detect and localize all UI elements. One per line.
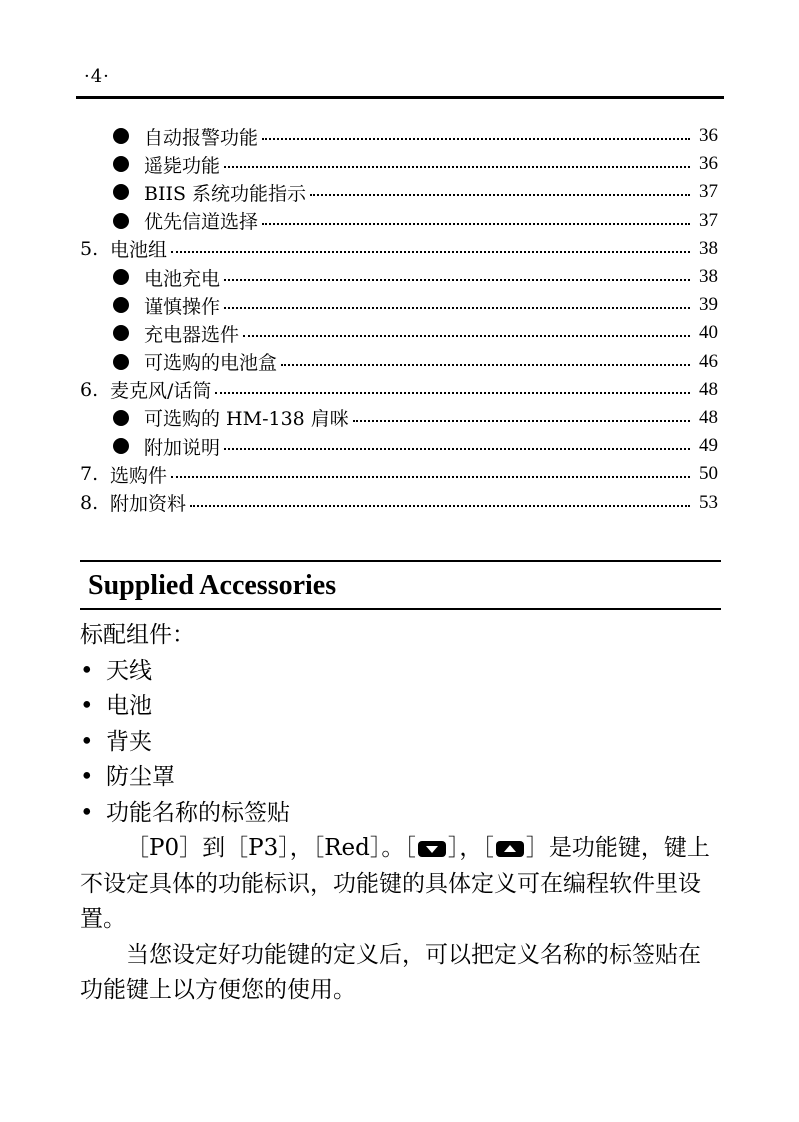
list-item-text: 防尘罩 [106, 764, 175, 790]
toc-leader-dots [224, 279, 690, 281]
toc-entry [80, 178, 718, 206]
list-item [80, 725, 721, 761]
toc-entry-title: 麦克风/话筒 [110, 380, 212, 403]
list-item [80, 689, 721, 725]
header-rule [76, 96, 724, 99]
toc-entry-title: 可选购的电池盒 [144, 352, 278, 375]
toc-leader-dots [171, 476, 690, 478]
bullet-icon [113, 213, 129, 229]
toc-entry-title: 电池充电 [144, 267, 221, 290]
toc-leader-dots [224, 307, 690, 309]
toc-entry-title: 遥毙功能 [144, 154, 221, 177]
toc-entry [80, 460, 718, 488]
list-item [80, 796, 721, 832]
bullet-icon: • [80, 799, 94, 826]
toc-entry [80, 235, 718, 263]
toc-leader-dots [353, 420, 690, 422]
toc-entry-page: 46 [699, 350, 718, 372]
toc-leader-dots [171, 251, 690, 253]
list-item-text: 背夹 [106, 728, 152, 755]
bullet-icon: • [80, 728, 94, 755]
toc-entry-title: 自动报警功能 [144, 126, 259, 149]
toc-entry-page: 50 [699, 463, 718, 485]
intro-text: 标配组件： [80, 622, 195, 648]
toc-entry [80, 122, 718, 150]
section-rule-bottom [80, 608, 721, 610]
bullet-icon: • [80, 693, 94, 719]
para1-part-b: ］，［ [447, 835, 494, 861]
toc-entry [80, 348, 718, 376]
toc-entry-title: 充电器选件 [144, 323, 240, 346]
toc-entry-number: 5. [80, 237, 99, 260]
toc-entry-page: 36 [699, 153, 718, 175]
toc-entry [80, 404, 718, 432]
bullet-icon [113, 410, 129, 426]
toc-leader-dots [190, 505, 690, 507]
list-item-text: 天线 [106, 657, 152, 684]
bullet-icon: • [80, 657, 94, 684]
toc-leader-dots [310, 194, 690, 196]
function-key-paragraph [80, 831, 721, 938]
bullet-icon [113, 354, 129, 370]
toc-entry [80, 207, 718, 235]
bullet-icon [113, 156, 129, 172]
toc-entry [80, 291, 718, 319]
toc-entry-title: 谨慎操作 [144, 295, 221, 318]
bullet-icon [113, 325, 129, 341]
toc-entry-page: 49 [699, 435, 718, 457]
list-item [80, 760, 721, 796]
toc-entry-number: 6. [80, 378, 99, 401]
toc-entry [80, 319, 718, 347]
toc-entry-page: 37 [699, 209, 718, 231]
toc-leader-dots [262, 138, 690, 140]
toc-leader-dots [224, 448, 690, 450]
section-heading: Supplied Accessories [88, 570, 337, 601]
toc-entry [80, 263, 718, 291]
up-key-icon [496, 841, 524, 857]
toc-entry-page: 48 [699, 378, 718, 400]
bullet-icon [113, 438, 129, 454]
toc-entry [80, 150, 718, 178]
toc-entry [80, 376, 718, 404]
page-number: ·4· [84, 66, 110, 87]
list-item-text: 功能名称的标签贴 [106, 799, 290, 826]
label-paragraph: 当您设定好功能键的定义后，可以把定义名称的标签贴在功能键上以方便您的使用。 [80, 941, 701, 1003]
list-item [80, 654, 721, 690]
toc-entry-page: 39 [699, 294, 718, 316]
toc-entry-page: 38 [699, 237, 718, 259]
accessory-list [80, 654, 721, 832]
toc-entry-number: 8. [80, 491, 99, 514]
bullet-icon [113, 297, 129, 313]
toc-entry [80, 488, 718, 516]
toc-entry-title: 附加说明 [144, 436, 221, 459]
toc-entry-title: BIIS 系统功能指示 [144, 182, 307, 205]
down-key-icon [418, 841, 446, 857]
toc-leader-dots [215, 392, 690, 394]
toc-entry-page: 37 [699, 181, 718, 203]
toc-leader-dots [224, 166, 690, 168]
bullet-icon [113, 184, 129, 200]
toc-entry-page: 36 [699, 125, 718, 147]
bullet-icon [113, 128, 129, 144]
para1-part-c: ］是功能键，键上不设定具体的功能标识，功能键的具体定义可在编程软件里设置。 [80, 835, 710, 932]
para1-part-a: ［P0］到［P3］，［Red］。［ [126, 835, 416, 861]
toc-entry [80, 432, 718, 460]
toc-leader-dots [243, 335, 690, 337]
toc-entry-page: 40 [699, 322, 718, 344]
bullet-icon: • [80, 764, 94, 790]
toc-entry-number: 7. [80, 463, 99, 486]
section-body [80, 618, 721, 1009]
toc-leader-dots [281, 364, 690, 366]
toc-entry-title: 可选购的 HM-138 肩咪 [144, 408, 349, 431]
toc-entry-page: 53 [699, 491, 718, 513]
list-item-text: 电池 [106, 693, 152, 719]
toc-entry-page: 38 [699, 266, 718, 288]
toc-entry-title: 电池组 [110, 239, 168, 262]
bullet-icon [113, 269, 129, 285]
toc-entry-title: 选购件 [110, 464, 168, 487]
table-of-contents [80, 122, 718, 517]
toc-entry-title: 优先信道选择 [144, 211, 259, 234]
toc-leader-dots [262, 223, 690, 225]
toc-entry-page: 48 [699, 406, 718, 428]
supplied-accessories-section [80, 560, 721, 610]
toc-entry-title: 附加资料 [110, 493, 187, 516]
